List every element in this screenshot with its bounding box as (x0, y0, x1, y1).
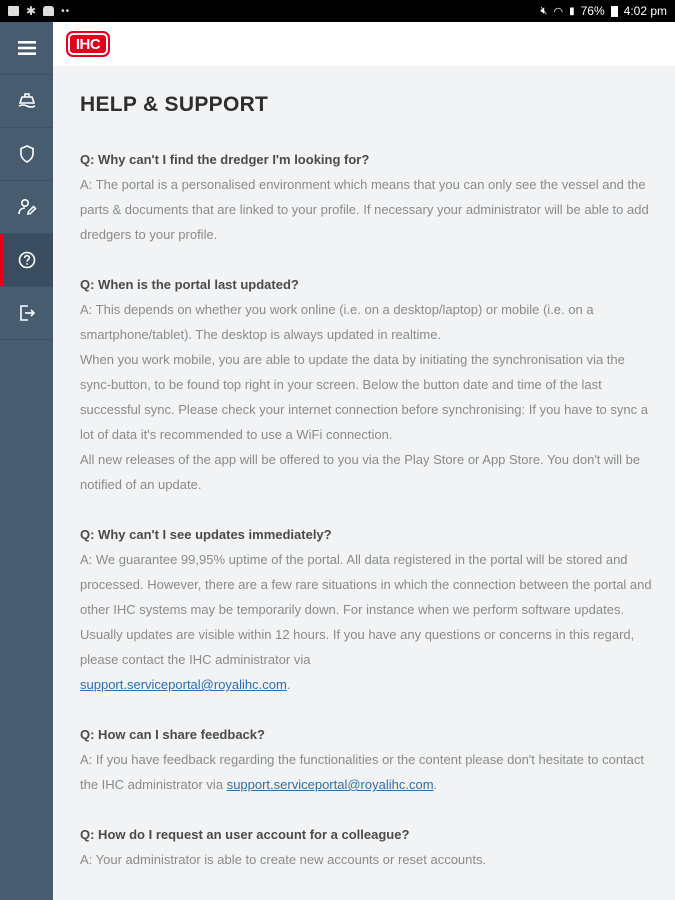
shield-icon (17, 144, 37, 164)
vessel-icon (17, 91, 37, 111)
sidebar (0, 22, 53, 900)
faq-item (80, 822, 655, 872)
faq-answer: A: Your administrator is able to create new accounts or reset accounts. (80, 852, 487, 867)
clock: 4:02 pm (623, 4, 667, 18)
more-notifications-icon: •• (61, 5, 71, 17)
faq-answer: A: If you have feedback regarding the functionalities or the content please don't hesitate to contact the IHC administrator via support.serviceportal@royalihc.com. (80, 752, 645, 792)
ihc-logo[interactable] (66, 31, 110, 57)
pinwheel-icon: ✱ (26, 4, 37, 18)
faq-item (80, 522, 655, 697)
wifi-icon: ◠ (553, 5, 564, 18)
support-email-link[interactable]: support.serviceportal@royalihc.com (80, 677, 287, 692)
battery-level: 76% (580, 4, 605, 18)
faq-question: Q: When is the portal last updated? (80, 277, 299, 292)
battery-icon (611, 6, 618, 17)
sidebar-item-vessels[interactable] (0, 75, 53, 128)
bag-icon (43, 6, 54, 16)
menu-button[interactable] (0, 22, 53, 75)
support-email-link[interactable]: support.serviceportal@royalihc.com (226, 777, 434, 792)
faq-answer: All new releases of the app will be offered to you via the Play Store or App Store. You don't will be notified of an update. (80, 452, 641, 492)
faq-question: Q: How can I share feedback? (80, 727, 265, 742)
faq-answer: A: This depends on whether you work online (i.e. on a desktop/laptop) or mobile (i.e. on a smartphone/tablet). The desktop is always updated in realtime. (80, 302, 594, 342)
faq-answer: A: We guarantee 99,95% uptime of the portal. All data registered in the portal will be stored and processed. However, there are a few rare situations in which the connection between the portal and other IHC systems may be temporarily down. For instance when we perform software updates. Usually updates are visible within 12 hours. If you have any questions or concerns in this regard, please contact the IHC administrator via support.serviceportal@royalihc.com. (80, 552, 652, 692)
user-edit-icon (17, 197, 37, 217)
gallery-icon (8, 6, 19, 16)
faq-item (80, 722, 655, 797)
mute-icon: 🔇︎ (540, 4, 548, 17)
logo-text: IHC (75, 35, 101, 53)
faq-item (80, 272, 655, 497)
status-bar (0, 0, 675, 22)
faq-question: Q: How do I request an user account for a colleague? (80, 827, 410, 842)
sidebar-item-profile[interactable] (0, 181, 53, 234)
faq-item (80, 147, 655, 247)
help-content (53, 66, 675, 900)
faq-answer: A: The portal is a personalised environment which means that you can only see the vessel and the parts & documents that are linked to your profile. If necessary your administrator will be able to add dredgers to your profile. (80, 177, 649, 242)
faq-question: Q: Why can't I see updates immediately? (80, 527, 332, 542)
faq-answer: When you work mobile, you are able to update the data by initiating the synchronisation via the sync-button, to be found top right in your screen. Below the button date and time of the last successful sync. Please check your internet connection before synchronising: If you have to sync a lot of data it's recommended to use a WiFi connection. (80, 352, 648, 442)
top-bar (53, 22, 675, 66)
logout-icon (17, 303, 37, 323)
menu-icon (17, 38, 37, 58)
help-icon (17, 250, 37, 270)
sidebar-item-logout[interactable] (0, 287, 53, 340)
page-title: HELP & SUPPORT (80, 93, 269, 116)
sidebar-item-security[interactable] (0, 128, 53, 181)
faq-question: Q: Why can't I find the dredger I'm looking for? (80, 152, 370, 167)
signal-icon: ▮ (569, 5, 575, 17)
sidebar-item-help[interactable] (0, 234, 53, 287)
